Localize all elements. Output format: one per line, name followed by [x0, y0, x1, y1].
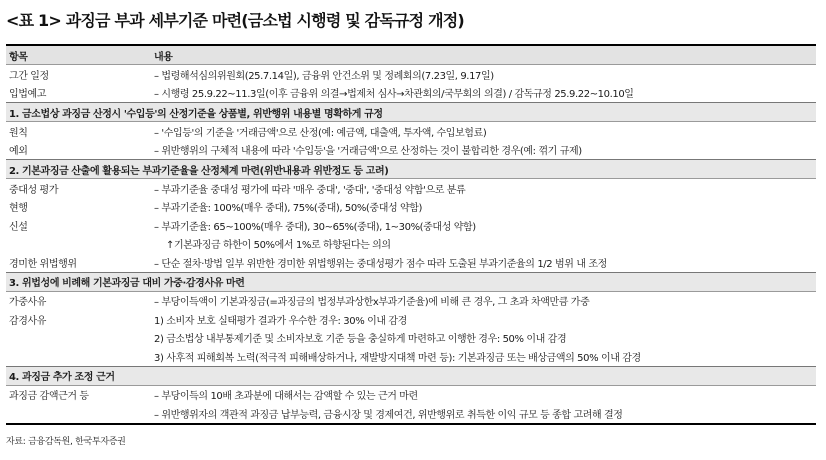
row-item: 감경사유: [9, 315, 47, 327]
row-content: – 위반행위자의 객관적 과징금 납부능력, 금융시장 및 경제여건, 위반행위로 취득한 이익 규모 등 종합 고려해 결정: [154, 409, 623, 421]
row-content: – 단순 절차·방법 일부 위반한 경미한 위법행위는 중대성평가 점수 따라 도출된 부과기준율의 1/2 범위 내 조정: [154, 258, 607, 270]
row-content: ↑기본과징금 하한이 50%에서 1%로 하향된다는 의의: [166, 240, 391, 252]
table-row: [6, 310, 816, 329]
row-content: 1) 소비자 보호 실태평가 결과가 우수한 경우: 30% 이내 감경: [154, 315, 407, 327]
section-heading: 2. 기본과징금 산출에 활용되는 부과기준율을 산정체계 마련(위반내용과 위반정도 등 고려): [6, 159, 816, 179]
row-item: 예외: [9, 146, 28, 158]
row-content: – 법령해석심의위원회(25.7.14일), 금융위 안건소위 및 정례회의(7.23일, 9.17일): [154, 70, 494, 82]
table-row: [6, 329, 816, 348]
table-row: [6, 141, 816, 160]
row-content: – 시행령 25.9.22~11.3일(이후 금융위 의결→법제처 심사→차관회의/국무회의 의결) / 감독규정 25.9.22~10.10일: [154, 89, 634, 101]
table-row: [6, 179, 816, 198]
section-heading: 3. 위법성에 비례해 기본과징금 대비 가중·감경사유 마련: [6, 272, 816, 292]
table-row: [6, 253, 816, 272]
row-item: 경미한 위법행위: [9, 258, 77, 270]
section-heading: 1. 금소법상 과징금 산정시 '수입등'의 산정기준을 상품별, 위반행위 내용별 명확하게 규정: [6, 102, 816, 122]
table-row: [6, 198, 816, 217]
row-item: 중대성 평가: [9, 184, 59, 196]
row-item: 그간 일정: [9, 70, 49, 82]
row-content: 2) 금소법상 내부통제기준 및 소비자보호 기준 등을 충실하게 마련하고 이행한 경우: 50% 이내 감경: [154, 334, 567, 346]
header-item: 항목: [9, 51, 28, 63]
row-content: 3) 사후적 피해회복 노력(적극적 피해배상하거나, 재발방지대책 마련 등): 기본과징금 또는 배상금액의 50% 이내 감경: [154, 352, 641, 364]
table-row: [6, 122, 816, 141]
regulation-table: [6, 44, 816, 425]
row-item: 원칙: [9, 127, 28, 139]
table-row: [6, 404, 816, 423]
table-row: [6, 65, 816, 84]
row-item: 가중사유: [9, 297, 47, 309]
row-content: – 부과기준율: 100%(매우 중대), 75%(중대), 50%(중대성 약함): [154, 203, 423, 215]
row-item: 과징금 감액근거 등: [9, 391, 89, 403]
table-row: [6, 84, 816, 103]
table-row: [6, 216, 816, 235]
row-item: 입법예고: [9, 89, 47, 101]
row-item: 신설: [9, 221, 28, 233]
row-content: – 부당이득의 10배 초과분에 대해서는 감액할 수 있는 근거 마련: [154, 391, 418, 403]
row-content: – 부과기준율 중대성 평가에 따라 '매우 중대', '중대', '중대성 약함'으로 분류: [154, 184, 466, 196]
section-heading: 4. 과징금 추가 조정 근거: [6, 366, 816, 386]
table-row: [6, 235, 816, 254]
table-body: [6, 65, 816, 423]
source-note: 자료: 금융감독원, 한국투자증권: [6, 437, 126, 447]
row-content: – 위반행위의 구체적 내용에 따라 '수입등'을 '거래금액'으로 산정하는 것이 불합리한 경우(예: 꺾기 규제): [154, 146, 582, 158]
table-row: [6, 292, 816, 311]
row-content: – '수입등'의 기준을 '거래금액'으로 산정(예: 예금액, 대출액, 투자액, 수입보험료): [154, 127, 487, 139]
row-item: 현행: [9, 203, 28, 215]
table-title: <표 1> 과징금 부과 세부기준 마련(금소법 시행령 및 감독규정 개정): [6, 11, 464, 30]
table-header: [6, 46, 816, 65]
row-content: – 부과기준율: 65~100%(매우 중대), 30~65%(중대), 1~30%(중대성 약함): [154, 221, 476, 233]
header-content: 내용: [154, 51, 173, 63]
row-content: – 부당이득액이 기본과징금(=과징금의 법정부과상한x부과기준율)에 비해 큰 경우, 그 초과 차액만큼 가중: [154, 297, 590, 309]
table-row: [6, 386, 816, 405]
table-row: [6, 347, 816, 366]
